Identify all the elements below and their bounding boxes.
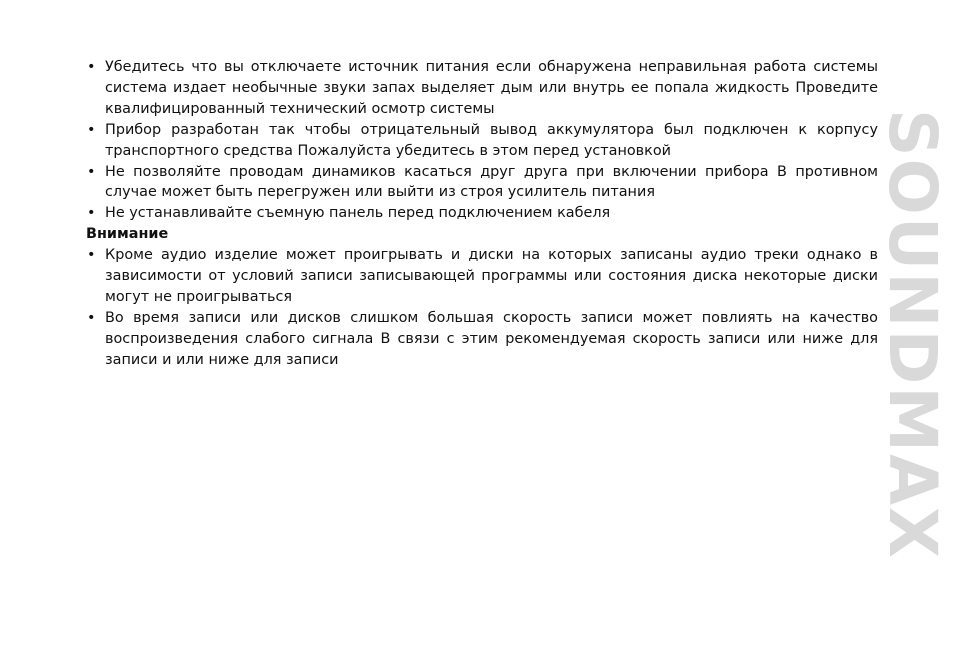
- document-body: [86, 57, 878, 371]
- bullet-icon: •: [87, 205, 96, 222]
- brand-watermark: [873, 58, 951, 610]
- bullet-icon: •: [87, 309, 96, 326]
- list-item: [86, 57, 878, 120]
- list-item-text: Убедитесь что вы отключаете источник питания если обнаружена неправильная работа системы система издает необычные звуки запах выделяет дым или внутрь ее попала жидкость Проведите квалифицированный технический осмотр системы: [105, 59, 878, 117]
- list-item-text: Прибор разработан так чтобы отрицательный вывод аккумулятора был подключен к корпусу транспортного средства Пожалуйста убедитесь в этом перед установкой: [105, 121, 878, 159]
- list-item-text: Во время записи или дисков слишком большая скорость записи может повлиять на качество воспроизведения слабого сигнала В связи с этим рекомендуемая скорость записи или ниже для записи и или ниже для записи: [105, 309, 878, 368]
- list-item-text: Не устанавливайте съемную панель перед подключением кабеля: [105, 205, 611, 222]
- list-item: [86, 162, 878, 204]
- list-item: [86, 120, 878, 162]
- list-item-text: Не позволяйте проводам динамиков касаться друг друга при включении прибора В противном случае может быть перегружен или выйти из строя усилитель питания: [105, 163, 878, 201]
- bullet-icon: •: [87, 59, 96, 75]
- list-item: [86, 245, 878, 308]
- bullet-icon: •: [87, 247, 96, 264]
- brand-logo-text: SOUNDMAX: [873, 108, 951, 560]
- attention-heading: Внимание: [86, 226, 169, 243]
- list-item: [86, 203, 878, 224]
- bullet-icon: •: [87, 121, 96, 138]
- list-item-text: Кроме аудио изделие может проигрывать и диски на которых записаны аудио треки однако в зависимости от условий записи записывающей программы или состояния диска некоторые диски могут не проигрываться: [105, 247, 878, 305]
- attention-list: [86, 245, 878, 370]
- safety-list: [86, 57, 878, 224]
- bullet-icon: •: [87, 163, 96, 180]
- list-item: [86, 308, 878, 371]
